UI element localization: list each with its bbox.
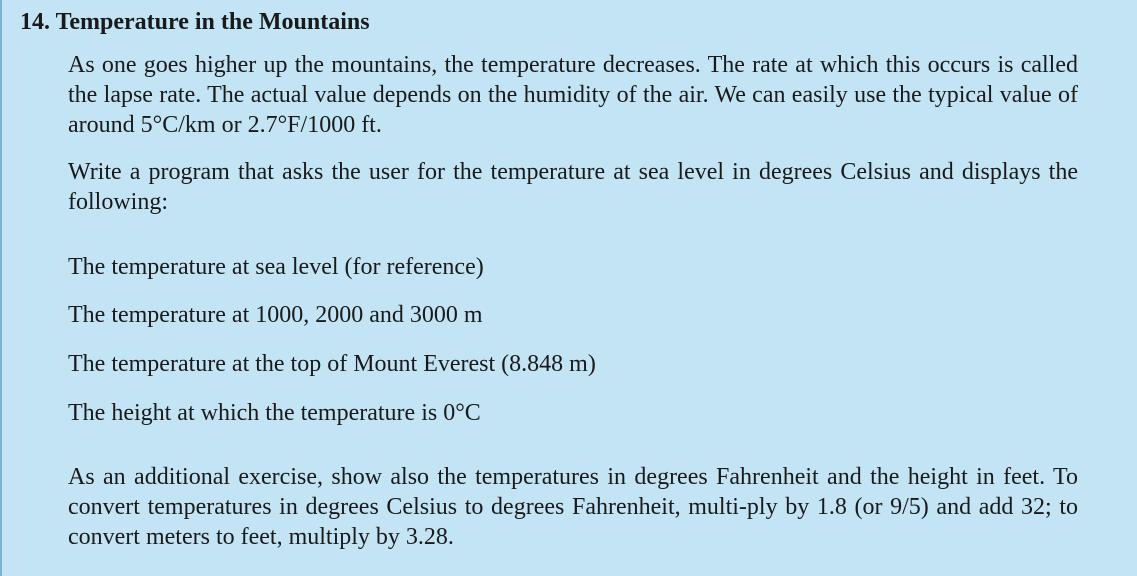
intro-paragraph: As one goes higher up the mountains, the temperature decreases. The rate at which this occurs is called the lapse rate. The actual value depends on the humidity of the air. We can easily use the typical value of around 5°C/km or 2.7°F/1000 ft. bbox=[68, 52, 1078, 138]
exercise-title: 14. Temperature in the Mountains bbox=[20, 9, 370, 35]
output-item-everest: The temperature at the top of Mount Everest (8.848 m) bbox=[68, 351, 596, 377]
output-item-altitudes: The temperature at 1000, 2000 and 3000 m bbox=[68, 302, 483, 328]
output-item-sea-level: The temperature at sea level (for reference) bbox=[68, 254, 484, 280]
additional-exercise-paragraph: As an additional exercise, show also the temperatures in degrees Fahrenheit and the height in feet. To convert temperatures in degrees Celsius to degrees Fahrenheit, multi-ply by 1.8 (or 9/5) and add 32; to convert meters to feet, multiply by 3.28. bbox=[68, 464, 1078, 550]
output-item-zero-height: The height at which the temperature is 0°C bbox=[68, 400, 481, 426]
task-paragraph: Write a program that asks the user for the temperature at sea level in degrees Celsius and displays the following: bbox=[68, 159, 1078, 215]
